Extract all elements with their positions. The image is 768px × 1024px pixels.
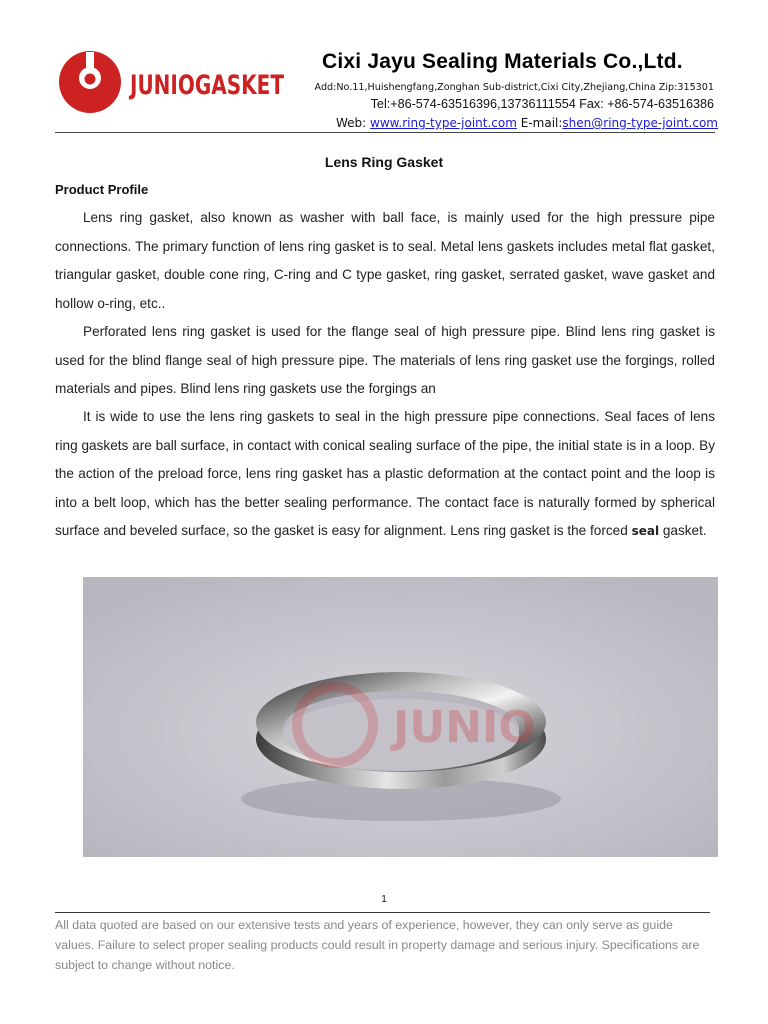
footer-disclaimer: All data quoted are based on our extensive tests and years of experience, however, they can only serve as guide values. Failure to select proper sealing products could result in property damage and serious injury. Specifications are subject to change without notice. xyxy=(55,918,700,972)
company-address: Add:No.11,Huishengfang,Zonghan Sub-district,Cixi City,Zhejiang,China Zip:315301 xyxy=(314,82,714,93)
web-label: Web: xyxy=(336,116,371,130)
document-title: Lens Ring Gasket xyxy=(324,154,444,170)
section-heading: Product Profile xyxy=(55,182,149,197)
paragraph-1-text: Lens ring gasket, also known as washer with ball face, is mainly used for the high pressure pipe connections. The primary function of lens ring gasket is to seal. Metal lens gaskets includes metal flat gasket, triangular gasket, double cone ring, C-ring and C type gasket, ring gasket, serrated gasket, wave gasket and hollow o-ring, etc.. xyxy=(55,210,715,311)
watermark-text: JUNIO xyxy=(393,702,536,753)
contact-line xyxy=(336,116,718,130)
email-link[interactable]: shen@ring-type-joint.com xyxy=(562,116,718,130)
seal-word: seal xyxy=(631,524,660,539)
company-name: Cixi Jayu Sealing Materials Co.,Ltd. xyxy=(322,50,683,73)
lens-ring-gasket-photo xyxy=(83,577,718,857)
paragraph-3-ending: gasket. xyxy=(659,523,707,539)
paragraph-3 xyxy=(55,403,715,546)
header-divider xyxy=(55,132,715,133)
footer-divider xyxy=(55,912,710,913)
paragraph-2 xyxy=(55,318,715,404)
logo-wordmark: JUNIOGASKET xyxy=(128,70,285,101)
page-number: 1 xyxy=(381,894,387,905)
paragraph-1 xyxy=(55,204,715,318)
website-link[interactable]: www.ring-type-joint.com xyxy=(370,116,517,130)
paragraph-3-text: It is wide to use the lens ring gaskets to seal in the high pressure pipe connections. Seal faces of lens ring gaskets are ball surface, in contact with conical sealing surface of the pipe, the initial state is in a loop. By the action of the preload force, lens ring gasket has a plastic deformation at the contact point and the loop is into a belt loop, which has the better sealing performance. The contact face is naturally formed by spherical surface and beveled surface, so the gasket is easy for alignment. Lens ring gasket is the forced xyxy=(55,409,715,539)
company-logo xyxy=(57,52,287,114)
paragraph-2-text: Perforated lens ring gasket is used for the flange seal of high pressure pipe. Blind lens ring gasket is used for the blind flange seal of high pressure pipe. The materials of lens ring gasket use the forgings, rolled materials and pipes. Blind lens ring gaskets use the forgings an xyxy=(55,324,715,397)
email-label: E-mail: xyxy=(516,116,563,130)
company-phone-fax: Tel:+86-574-63516396,13736111554 Fax: +86-574-63516386 xyxy=(370,97,714,111)
